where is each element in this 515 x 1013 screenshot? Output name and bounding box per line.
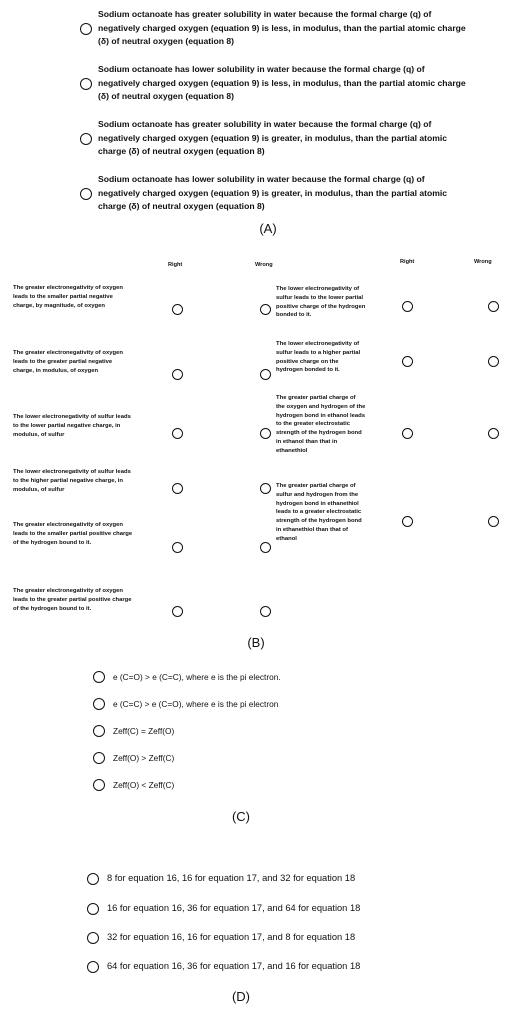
radio-b-left-1-wrong[interactable] [260, 304, 271, 315]
radio-b-right-4-wrong[interactable] [488, 516, 499, 527]
radio-b-left-5-wrong[interactable] [260, 542, 271, 553]
radio-d-1[interactable] [87, 873, 99, 885]
radio-c-5[interactable] [93, 779, 105, 791]
option-c-4: Zeff(O) > Zeff(C) [113, 753, 175, 763]
left-statement-1: The greater electronegativity of oxygen leads to the smaller partial negative charge, by magnitude, of oxygen [13, 285, 123, 309]
radio-b-right-1-right[interactable] [402, 301, 413, 312]
right-statement-2: The lower electronegativity of sulfur leads to a higher partial positive charge on the hydrogen bonded to it. [276, 341, 361, 374]
radio-b-left-4-right[interactable] [172, 483, 183, 494]
option-d-2: 16 for equation 16, 36 for equation 17, and 64 for equation 18 [107, 903, 361, 913]
radio-d-2[interactable] [87, 903, 99, 915]
option-c-5: Zeff(O) < Zeff(C) [113, 780, 175, 790]
option-d-4: 64 for equation 16, 36 for equation 17, and 16 for equation 18 [107, 961, 361, 971]
radio-d-4[interactable] [87, 961, 99, 973]
caption-d: (D) [231, 989, 251, 1004]
radio-b-left-2-wrong[interactable] [260, 369, 271, 380]
radio-b-right-2-right[interactable] [402, 356, 413, 367]
radio-b-left-3-wrong[interactable] [260, 428, 271, 439]
option-d-3: 32 for equation 16, 16 for equation 17, and 8 for equation 18 [107, 932, 356, 942]
option-a-3: Sodium octanoate has greater solubility in water because the formal charge (q) of negatively charged oxygen (equation 9) is greater, in modulus, than the partial atomic charge (δ) of neutral oxygen (equation 8) [98, 119, 448, 156]
right-statement-3: The greater partial charge of the oxygen and hydrogen of the hydrogen bond in ethanol leads to the greater electrostatic strength of the hydrogen bond in ethanol than that in ethanethiol [276, 395, 366, 454]
header-left-wrong: Wrong [255, 262, 273, 268]
option-d-1: 8 for equation 16, 16 for equation 17, and 32 for equation 18 [107, 873, 356, 883]
radio-d-3[interactable] [87, 932, 99, 944]
caption-b: (B) [247, 635, 265, 650]
radio-b-left-2-right[interactable] [172, 369, 183, 380]
radio-a-2[interactable] [80, 78, 92, 90]
radio-b-left-1-right[interactable] [172, 304, 183, 315]
radio-c-3[interactable] [93, 725, 105, 737]
radio-a-1[interactable] [80, 23, 92, 35]
radio-b-right-3-wrong[interactable] [488, 428, 499, 439]
radio-c-1[interactable] [93, 671, 105, 683]
option-c-3: Zeff(C) = Zeff(O) [113, 726, 175, 736]
header-right-wrong: Wrong [474, 259, 492, 265]
caption-a: (A) [259, 221, 277, 236]
caption-c: (C) [231, 809, 251, 824]
left-statement-4: The lower electronegativity of sulfur leads to the higher partial negative charge, in modulus, of sulfur [13, 469, 131, 493]
radio-c-2[interactable] [93, 698, 105, 710]
option-a-2: Sodium octanoate has lower solubility in water because the formal charge (q) of negatively charged oxygen (equation 9) is less, in modulus, than the partial atomic charge (δ) of neutral oxygen (equation 8) [98, 64, 466, 101]
left-statement-3: The lower electronegativity of sulfur leads to the lower partial negative charge, in modulus, of sulfur [13, 414, 131, 438]
radio-b-left-5-right[interactable] [172, 542, 183, 553]
left-statement-5: The greater electronegativity of oxygen leads to the smaller partial positive charge of the hydrogen bound to it. [13, 522, 133, 546]
radio-b-left-3-right[interactable] [172, 428, 183, 439]
option-a-4: Sodium octanoate has lower solubility in water because the formal charge (q) of negatively charged oxygen (equation 9) is greater, in modulus, than the partial atomic charge (δ) of neutral oxygen (equation 8) [98, 174, 448, 211]
radio-a-4[interactable] [80, 188, 92, 200]
option-c-2: e (C=C) > e (C=O), where e is the pi electron [113, 699, 279, 709]
radio-a-3[interactable] [80, 133, 92, 145]
radio-b-right-3-right[interactable] [402, 428, 413, 439]
radio-b-right-4-right[interactable] [402, 516, 413, 527]
right-statement-4: The greater partial charge of sulfur and hydrogen from the hydrogen bond in ethanethiol leads to a greater electrostatic strength of the hydrogen bond in ethanethiol than that of ethanol [276, 483, 362, 542]
header-left-right: Right [168, 262, 183, 268]
right-statement-1: The lower electronegativity of sulfur leads to the lower partial positive charge of the hydrogen bonded to it. [276, 286, 366, 319]
option-a-1: Sodium octanoate has greater solubility in water because the formal charge (q) of negatively charged oxygen (equation 9) is less, in modulus, than the partial atomic charge (δ) of neutral oxygen (equation 8) [98, 9, 466, 46]
left-statement-2: The greater electronegativity of oxygen leads to the greater partial negative charge, in modulus, of oxygen [13, 350, 123, 374]
radio-b-left-4-wrong[interactable] [260, 483, 271, 494]
radio-b-left-6-right[interactable] [172, 606, 183, 617]
option-c-1: e (C=O) > e (C=C), where e is the pi electron. [113, 672, 281, 682]
radio-b-right-1-wrong[interactable] [488, 301, 499, 312]
radio-c-4[interactable] [93, 752, 105, 764]
left-statement-6: The greater electronegativity of oxygen leads to the greater partial positive charge of the hydrogen bound to it. [13, 588, 132, 612]
radio-b-right-2-wrong[interactable] [488, 356, 499, 367]
header-right-right: Right [400, 259, 415, 265]
radio-b-left-6-wrong[interactable] [260, 606, 271, 617]
